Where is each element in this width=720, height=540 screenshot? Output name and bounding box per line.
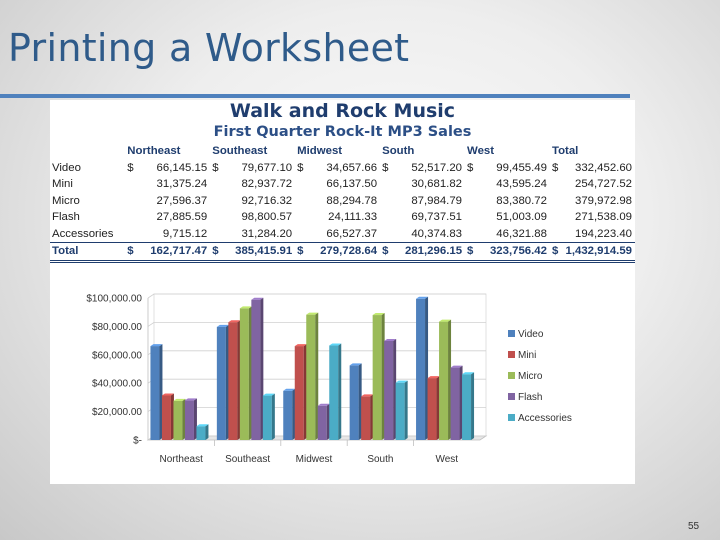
table-cell: 69,737.51 — [411, 211, 463, 224]
bar-front — [228, 322, 237, 440]
bar — [396, 381, 408, 440]
bar — [318, 404, 330, 440]
table-row — [50, 176, 635, 193]
column-header: Southeast — [212, 145, 268, 158]
bar-front — [428, 378, 437, 440]
currency-symbol: $ — [212, 161, 219, 174]
y-tick-label: $60,000.00 — [91, 350, 142, 362]
currency-symbol: $ — [382, 245, 389, 258]
column-header: Midwest — [297, 145, 343, 158]
bar-side — [405, 381, 408, 440]
table-cell: 66,527.37 — [326, 227, 378, 240]
legend-item — [508, 350, 536, 361]
legend-swatch — [508, 372, 515, 379]
table-cell — [125, 160, 210, 177]
currency-symbol: $ — [467, 161, 474, 174]
bar — [283, 389, 295, 440]
cell-value: 99,455.49 — [496, 161, 547, 174]
bar — [306, 313, 318, 440]
cell-value: 52,517.20 — [411, 161, 463, 174]
legend-item — [508, 371, 543, 382]
bar — [451, 366, 463, 440]
legend-swatch — [508, 393, 515, 400]
bar-side — [205, 424, 208, 440]
table-cell: 51,003.09 — [496, 211, 547, 224]
title-underline — [0, 94, 630, 98]
bar-front — [416, 299, 425, 440]
bar — [361, 394, 373, 440]
worksheet-title: Walk and Rock Music — [229, 100, 456, 122]
corner-cell — [50, 143, 125, 160]
bar-front — [185, 400, 194, 440]
bar — [162, 393, 174, 440]
table-cell — [210, 243, 295, 262]
table-cell: 83,380.72 — [496, 194, 547, 207]
bar — [185, 398, 197, 440]
cell-value: 332,452.60 — [574, 161, 632, 174]
table-cell — [295, 243, 380, 262]
x-tick-label: Southeast — [225, 454, 271, 465]
bar — [228, 320, 240, 440]
table-cell: 30,681.82 — [411, 178, 463, 191]
table-cell: 24,111.33 — [328, 211, 378, 224]
bar — [217, 325, 229, 440]
bar — [428, 376, 440, 440]
bar — [173, 399, 185, 440]
sales-chart — [52, 272, 632, 482]
row-label: Mini — [52, 178, 73, 191]
bar-front — [396, 383, 405, 440]
row-label: Total — [50, 243, 125, 262]
bar-front — [217, 327, 226, 440]
table-row — [50, 193, 635, 210]
cell-value: 385,415.91 — [235, 245, 293, 258]
table-cell: 27,885.59 — [156, 211, 208, 224]
currency-symbol: $ — [297, 161, 304, 174]
table-cell: 194,223.40 — [574, 227, 632, 240]
bar-front — [263, 396, 272, 440]
bar-front — [439, 322, 448, 440]
bar-front — [306, 315, 315, 440]
bar — [329, 344, 341, 440]
bar-front — [350, 365, 359, 440]
bar — [350, 363, 362, 440]
bar — [439, 320, 451, 440]
table-cell: 43,595.24 — [496, 178, 547, 191]
y-tick-label: $80,000.00 — [91, 321, 142, 333]
table-cell — [550, 160, 635, 177]
cell-value: 281,296.15 — [405, 245, 463, 258]
bar-front — [361, 396, 370, 440]
bar-front — [251, 300, 260, 440]
legend-label: Accessories — [518, 413, 572, 424]
table-cell — [465, 243, 550, 262]
bar-front — [173, 401, 182, 440]
legend-swatch — [508, 351, 515, 358]
x-tick-label: Midwest — [295, 454, 333, 465]
table-row — [50, 209, 635, 226]
table-cell: 98,800.57 — [241, 211, 293, 224]
row-label: Video — [52, 161, 81, 174]
x-tick-label: Northeast — [159, 454, 203, 465]
table-cell: 9,715.12 — [162, 227, 208, 240]
table-cell: 46,321.88 — [496, 227, 547, 240]
cell-value: 323,756.42 — [489, 245, 547, 258]
y-tick-label: $20,000.00 — [91, 407, 142, 419]
column-header: Northeast — [127, 145, 181, 158]
y-tick-label: $40,000.00 — [91, 378, 142, 390]
bar-front — [240, 308, 249, 440]
table-cell: 88,294.78 — [326, 194, 378, 207]
table-row — [50, 160, 635, 177]
worksheet — [50, 100, 635, 484]
currency-symbol: $ — [212, 245, 219, 258]
table-cell: 271,538.09 — [574, 211, 632, 224]
bar-front — [451, 368, 460, 440]
y-tick-label: $- — [133, 435, 142, 447]
worksheet-subtitle: First Quarter Rock-It MP3 Sales — [213, 124, 472, 140]
column-header: West — [467, 145, 495, 158]
cell-value: 79,677.10 — [241, 161, 293, 174]
table-cell: 92,716.32 — [241, 194, 293, 207]
bar — [384, 339, 396, 440]
row-label: Accessories — [52, 227, 114, 240]
page-number: 55 — [688, 521, 700, 532]
legend-label: Flash — [518, 392, 543, 403]
currency-symbol: $ — [127, 245, 134, 258]
currency-symbol: $ — [127, 161, 134, 174]
bar-front — [329, 346, 338, 440]
table-cell: 31,375.24 — [156, 178, 208, 191]
slide-title: Printing a Worksheet — [8, 26, 410, 70]
cell-value: 66,145.15 — [156, 161, 208, 174]
total-row — [50, 243, 635, 262]
bar — [416, 297, 428, 440]
table-cell — [465, 160, 550, 177]
column-header: South — [382, 145, 415, 158]
cell-value: 279,728.64 — [320, 245, 378, 258]
cell-value: 1,432,914.59 — [565, 245, 632, 258]
table-cell: 254,727.52 — [574, 178, 632, 191]
bar-front — [384, 341, 393, 440]
legend-label: Mini — [518, 350, 537, 361]
bar-front — [295, 346, 304, 440]
legend-item — [508, 392, 542, 403]
bar — [373, 313, 385, 440]
column-header: Total — [551, 145, 579, 158]
bar-front — [318, 406, 327, 440]
table-cell — [125, 243, 210, 262]
cell-value: 162,717.47 — [150, 245, 208, 258]
bar — [240, 306, 252, 440]
table-row — [50, 226, 635, 243]
table-cell — [550, 243, 635, 262]
legend-label: Video — [518, 329, 544, 340]
legend-label: Micro — [518, 371, 543, 382]
sales-table — [50, 143, 635, 263]
table-cell: 40,374.83 — [411, 227, 463, 240]
bar — [196, 424, 208, 440]
bar-front — [150, 346, 159, 440]
cell-value: 34,657.66 — [326, 161, 378, 174]
table-cell — [295, 160, 380, 177]
table-cell — [380, 160, 465, 177]
bar-front — [196, 426, 205, 440]
table-cell — [210, 160, 295, 177]
table-cell: 27,596.37 — [156, 194, 208, 207]
y-tick-label: $100,000.00 — [86, 293, 142, 305]
bar — [462, 372, 474, 440]
table-cell: 31,284.20 — [241, 227, 293, 240]
currency-symbol: $ — [551, 161, 559, 174]
table-cell: 379,972.98 — [574, 194, 632, 207]
legend-swatch — [508, 414, 515, 421]
legend-item — [508, 413, 572, 424]
bar-side — [471, 372, 474, 440]
bar — [263, 394, 275, 440]
table-cell: 87,984.79 — [411, 194, 463, 207]
currency-symbol: $ — [467, 245, 474, 258]
bar-front — [283, 391, 292, 440]
bar-front — [162, 395, 171, 440]
legend-item — [508, 329, 544, 340]
table-header-row — [50, 143, 635, 160]
table-cell: 82,937.72 — [241, 178, 293, 191]
legend-swatch — [508, 330, 515, 337]
bar-side — [338, 344, 341, 440]
row-label: Micro — [52, 194, 80, 207]
bar-side — [272, 394, 275, 440]
row-label: Flash — [52, 211, 80, 224]
table-cell — [380, 243, 465, 262]
x-tick-label: South — [367, 454, 394, 465]
bar — [150, 344, 162, 440]
x-tick-label: West — [435, 454, 459, 465]
currency-symbol: $ — [297, 245, 304, 258]
bar — [295, 344, 307, 440]
table-cell: 66,137.50 — [326, 178, 378, 191]
bar-front — [462, 374, 471, 440]
currency-symbol: $ — [382, 161, 389, 174]
bar — [251, 298, 263, 440]
currency-symbol: $ — [551, 245, 559, 258]
bar-front — [373, 315, 382, 440]
